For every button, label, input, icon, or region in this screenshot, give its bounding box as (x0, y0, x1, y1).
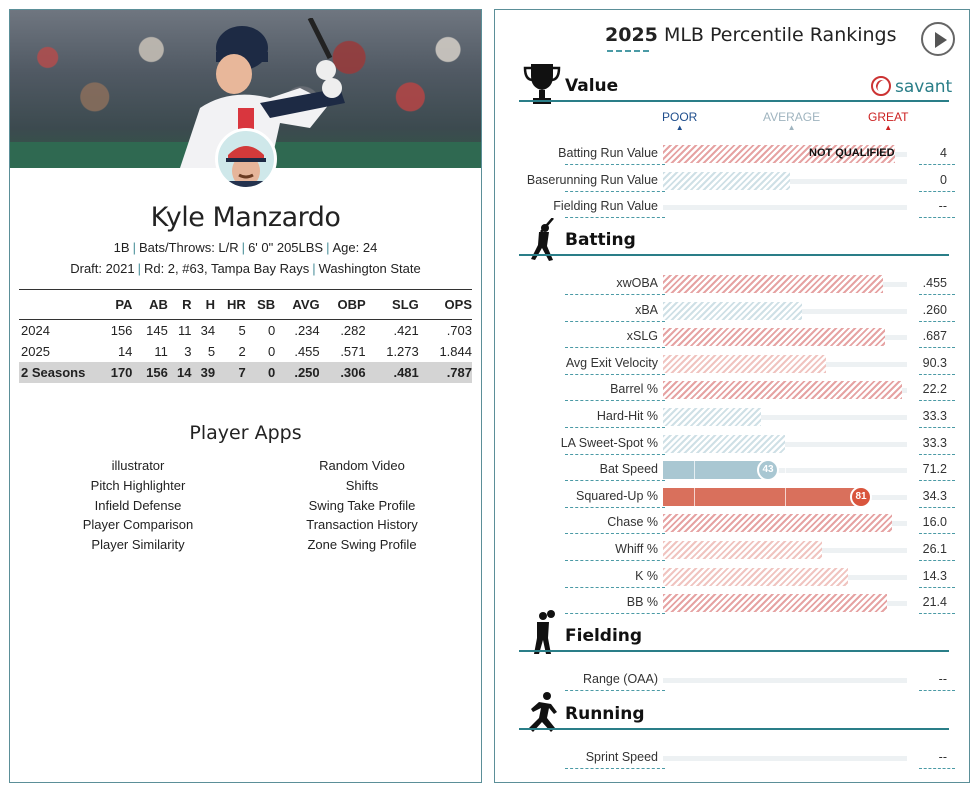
stats-header-cell[interactable]: H (205, 297, 216, 312)
metric-dash-right (919, 480, 955, 481)
metric-row[interactable] (495, 565, 970, 589)
metric-value: 33.3 (922, 409, 947, 423)
metric-dash-left (565, 191, 665, 192)
triangle-up-icon: ▲ (675, 123, 684, 132)
player-apps-title: Player Apps (189, 422, 302, 444)
stats-cell: .234 (294, 322, 320, 338)
metric-dash-right (919, 347, 955, 348)
draft-team[interactable]: Tampa Bay Rays (210, 261, 310, 276)
percentile-bar[interactable] (663, 488, 861, 506)
metric-value: 26.1 (922, 542, 947, 556)
player-app-link[interactable]: Player Similarity (91, 537, 185, 553)
metric-row[interactable] (495, 591, 970, 615)
rankings-title-text: MLB Percentile Rankings (663, 24, 897, 46)
player-draft-line: Draft: 2021 | Rd: 2, #63, Tampa Bay Rays | Washington State (70, 261, 421, 276)
metric-value: 33.3 (922, 435, 947, 450)
year-underline (607, 50, 649, 52)
stats-header-cell[interactable]: R (182, 297, 192, 312)
bats-throws: Bats/Throws: L/R (138, 240, 239, 255)
stats-cell: 2025 (21, 343, 50, 359)
metric-dash-right (919, 454, 955, 455)
stats-cell: 2 (238, 343, 246, 359)
metric-value: 4 (940, 146, 947, 160)
stats-header-cell[interactable]: AVG (292, 297, 320, 312)
metric-dash-left (565, 768, 665, 769)
player-app-link[interactable]: Swing Take Profile (308, 497, 416, 513)
metric-dash-left (565, 294, 665, 295)
metric-dash-left (565, 347, 665, 348)
stats-total-row (19, 362, 472, 383)
metric-dash-left (565, 613, 665, 614)
stats-cell: .455 (294, 343, 320, 359)
player-app-link[interactable]: Player Comparison (82, 517, 194, 533)
play-button[interactable] (921, 22, 955, 56)
stats-cell: 5 (207, 343, 216, 359)
section-fielding-divider (519, 650, 949, 652)
percentile-rankings-card (494, 9, 970, 783)
metric-dash-right (919, 507, 955, 508)
metric-row[interactable] (495, 538, 970, 562)
stats-cell: 39 (191, 362, 215, 383)
metric-dash-right (919, 690, 955, 691)
scale-average (763, 110, 820, 132)
percentile-bar[interactable] (663, 302, 802, 320)
metric-row[interactable] (495, 485, 970, 509)
position: 1B (113, 240, 130, 255)
metric-row[interactable] (495, 325, 970, 349)
stats-header-cell[interactable] (19, 290, 97, 320)
metric-label[interactable]: Bat Speed (599, 462, 658, 477)
not-qualified-note: NOT QUALIFIED (809, 147, 895, 159)
stats-cell: 0 (246, 362, 275, 383)
scale-great-label: GREAT (868, 110, 909, 124)
metric-track (663, 205, 907, 210)
metric-dash-right (919, 400, 955, 401)
bar-tick (785, 488, 786, 506)
section-value-label: Value (565, 76, 619, 96)
player-apps-left (38, 456, 238, 555)
metric-dash-right (919, 294, 955, 295)
metric-value: 90.3 (922, 355, 947, 370)
section-fielding-label: Fielding (565, 626, 643, 646)
metric-row[interactable] (495, 458, 970, 482)
metric-track (663, 756, 907, 761)
stats-cell: 170 (97, 362, 132, 383)
stats-header-cell[interactable]: SB (257, 297, 276, 312)
stats-cell: .282 (340, 322, 366, 338)
metric-dash-left (565, 587, 665, 588)
metric-value: 0 (940, 172, 947, 187)
player-app-link[interactable]: Pitch Highlighter (90, 477, 186, 493)
metric-dash-right (919, 164, 955, 165)
metric-value: 34.3 (922, 488, 947, 503)
metric-dash-right (919, 560, 955, 561)
school: Washington State (318, 261, 421, 276)
triangle-up-icon: ▲ (884, 123, 893, 132)
metric-dash-left (565, 560, 665, 561)
fielder-icon (523, 610, 561, 654)
metric-row[interactable] (495, 378, 970, 402)
percentile-badge[interactable]: 81 (850, 486, 872, 508)
player-apps-right (262, 456, 462, 555)
metric-label[interactable]: Baserunning Run Value (526, 172, 658, 187)
savant-logo[interactable] (871, 76, 952, 97)
player-app-link[interactable]: Zone Swing Profile (307, 537, 417, 553)
metric-value: .455 (922, 276, 947, 290)
stats-cell: 156 (132, 362, 167, 383)
stats-row (19, 341, 472, 362)
metric-value: 14.3 (922, 568, 947, 583)
metric-value: 16.0 (922, 515, 947, 530)
metric-dash-right (919, 191, 955, 192)
metric-row[interactable] (495, 432, 970, 456)
metric-label[interactable]: Whiff % (615, 542, 658, 556)
metric-dash-left (565, 507, 665, 508)
stats-cell: 11 (177, 322, 192, 338)
metric-dash-right (919, 427, 955, 428)
metric-dash-left (565, 217, 665, 218)
metric-row[interactable] (495, 352, 970, 376)
metric-dash-left (565, 454, 665, 455)
section-running-label: Running (565, 704, 645, 724)
metric-label[interactable]: Squared-Up % (576, 488, 658, 503)
bar-tick (694, 461, 695, 479)
stats-cell: 0 (267, 343, 276, 359)
metric-row[interactable] (495, 668, 970, 692)
metric-dash-left (565, 374, 665, 375)
draft-round: Rd: 2, #63, (143, 261, 208, 276)
metric-track (663, 678, 907, 683)
height-weight: 6' 0" 205LBS (248, 240, 324, 255)
metric-label[interactable]: Chase % (607, 515, 658, 530)
metric-dash-right (919, 768, 955, 769)
stats-row (19, 320, 472, 341)
percentile-bar[interactable] (663, 275, 883, 293)
stats-header-cell[interactable]: SLG (392, 297, 419, 312)
rankings-year[interactable]: 2025 (605, 24, 658, 46)
metric-row[interactable] (495, 142, 970, 166)
scale-great (868, 110, 908, 132)
stats-cell: .787 (419, 362, 472, 383)
metric-dash-left (565, 400, 665, 401)
stats-header-cell[interactable]: OBP (337, 297, 366, 312)
draft-year: Draft: 2021 (70, 261, 135, 276)
stats-cell: 0 (267, 322, 276, 338)
metric-value: -- (938, 199, 947, 213)
rankings-title (605, 24, 897, 46)
stats-cell: 34 (200, 322, 216, 338)
stats-cell: 3 (184, 343, 192, 359)
stats-cell: 5 (238, 322, 246, 338)
stats-cell: .306 (320, 362, 366, 383)
percentile-badge[interactable]: 43 (757, 459, 779, 481)
metric-row[interactable] (495, 195, 970, 219)
stats-cell: 156 (110, 322, 133, 338)
metric-dash-left (565, 690, 665, 691)
percentile-bar[interactable] (663, 541, 822, 559)
metric-label[interactable]: Batting Run Value (558, 146, 658, 160)
stats-cell: 14 (117, 343, 133, 359)
percentile-bar[interactable] (663, 435, 785, 453)
percentile-bar[interactable] (663, 594, 887, 612)
stats-header-cell[interactable]: PA (115, 297, 133, 312)
scale-poor-label: POOR (662, 110, 698, 124)
stats-cell: 1.273 (386, 343, 419, 359)
stats-cell: 14 (168, 362, 192, 383)
stats-header-cell[interactable]: AB (149, 297, 168, 312)
section-batting-divider (519, 254, 949, 256)
stats-cell: .703 (446, 322, 472, 338)
percentile-bar[interactable] (663, 381, 902, 399)
metric-label[interactable]: BB % (626, 595, 658, 610)
stats-cell: .481 (366, 362, 419, 383)
percentile-bar[interactable] (663, 408, 761, 426)
player-app-link[interactable]: Infield Defense (94, 497, 182, 513)
percentile-bar[interactable] (663, 514, 892, 532)
metric-dash-right (919, 587, 955, 588)
stats-cell: 1.844 (439, 343, 472, 359)
baseball-icon (871, 76, 891, 96)
triangle-up-icon: ▲ (787, 123, 796, 132)
player-app-link[interactable]: illustrator (111, 458, 165, 473)
stats-cell: .421 (393, 322, 419, 338)
stats-table (19, 289, 472, 383)
metric-label[interactable]: Sprint Speed (585, 750, 658, 764)
percentile-bar[interactable] (663, 568, 848, 586)
section-value-divider (519, 100, 949, 102)
percentile-bar[interactable] (663, 355, 826, 373)
scale-poor (662, 110, 697, 132)
metric-row[interactable] (495, 405, 970, 429)
section-running-divider (519, 728, 949, 730)
metric-dash-right (919, 613, 955, 614)
stats-cell: 145 (146, 322, 168, 338)
player-card (9, 9, 482, 783)
metric-label[interactable]: LA Sweet-Spot % (560, 435, 658, 450)
metric-row[interactable] (495, 511, 970, 535)
stats-cell: 11 (154, 343, 168, 359)
metric-label[interactable]: xSLG (626, 329, 658, 344)
metric-label[interactable]: Range (OAA) (582, 672, 658, 686)
player-app-link[interactable]: Transaction History (306, 517, 418, 533)
metric-label[interactable]: Barrel % (610, 382, 658, 397)
metric-dash-left (565, 533, 665, 534)
percentile-bar[interactable] (663, 461, 768, 479)
metric-row[interactable] (495, 299, 970, 323)
metric-dash-left (565, 321, 665, 322)
percentile-bar[interactable] (663, 172, 790, 190)
savant-label: savant (895, 77, 953, 97)
metric-value: .260 (922, 302, 947, 317)
metric-value: 21.4 (922, 595, 947, 610)
player-app-link[interactable]: Random Video (319, 458, 405, 473)
section-batting-label: Batting (565, 230, 636, 250)
player-app-link[interactable]: Shifts (345, 477, 379, 493)
bar-tick (785, 461, 786, 479)
metric-label[interactable]: xBA (635, 302, 658, 317)
metric-dash-right (919, 374, 955, 375)
bar-tick (694, 488, 695, 506)
player-name: Kyle Manzardo (150, 202, 341, 233)
age: Age: 24 (332, 240, 378, 255)
metric-label[interactable]: K % (635, 568, 658, 583)
stats-cell: .571 (340, 343, 366, 359)
metric-value: .687 (922, 329, 947, 344)
metric-value: 22.2 (922, 382, 947, 397)
percentile-bar[interactable] (663, 328, 885, 346)
metric-label[interactable]: Hard-Hit % (596, 409, 658, 423)
metric-value: -- (938, 672, 947, 686)
scale-average-label: AVERAGE (763, 110, 821, 124)
stats-cell: 2024 (21, 322, 50, 338)
metric-row[interactable] (495, 746, 970, 770)
metric-dash-right (919, 321, 955, 322)
metric-dash-left (565, 164, 665, 165)
metric-value: 71.2 (922, 462, 947, 477)
metric-label[interactable]: xwOBA (616, 276, 658, 290)
metric-row[interactable] (495, 169, 970, 193)
stats-cell: .250 (275, 362, 319, 383)
metric-label[interactable]: Fielding Run Value (553, 199, 658, 213)
player-bio-line: 1B | Bats/Throws: L/R | 6' 0" 205LBS | Age: 24 (113, 240, 378, 255)
stats-header-cell[interactable]: OPS (444, 297, 472, 312)
metric-dash-left (565, 427, 665, 428)
metric-row[interactable] (495, 272, 970, 296)
metric-label[interactable]: Avg Exit Velocity (565, 355, 658, 370)
metric-dash-left (565, 480, 665, 481)
metric-dash-right (919, 217, 955, 218)
player-headshot (215, 128, 277, 190)
stats-header-cell[interactable]: HR (226, 297, 246, 312)
metric-dash-right (919, 533, 955, 534)
metric-value: -- (938, 750, 947, 764)
stats-cell: 2 Seasons (19, 362, 97, 383)
stats-cell: 7 (215, 362, 246, 383)
